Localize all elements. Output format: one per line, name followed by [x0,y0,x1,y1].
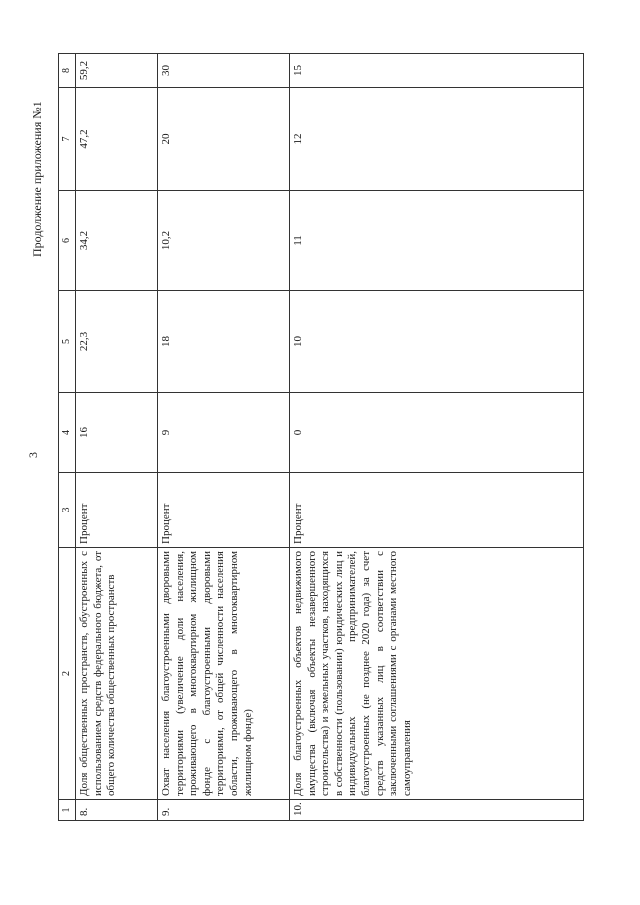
table-row [158,54,290,821]
header-col-6: 6 [59,191,76,291]
unit-cell: Процент [158,473,290,548]
header-col-5: 5 [59,291,76,393]
value-col-4: 0 [290,393,584,473]
value-col-8: 59,2 [76,54,158,88]
value-col-8: 15 [290,54,584,88]
value-col-4: 9 [158,393,290,473]
continuation-label: Продолжение приложения №1 [30,101,44,257]
indicator-description: Доля благоустроенных объектов недвижимого имущества (включая объекты незавершенного строительства) и земельных участков, находящихся в собственности (пользовании) юридических лиц и индивидуальных предпринимателей, благоустроенных (не позднее 2020 года) за счет средств указанных лиц в соответствии с заключенными соглашениями с органами местного самоуправления [290,548,584,800]
table-row [290,54,584,821]
header-col-8: 8 [59,54,76,88]
header-row [59,54,76,821]
unit-cell: Процент [76,473,158,548]
header-col-7: 7 [59,88,76,191]
value-col-6: 34,2 [76,191,158,291]
value-col-5: 10 [290,291,584,393]
indicator-description: Охват населения благоустроенными дворовыми территориями (увеличение доли населения, проживающего в многоквартирном жилищном фонде с благоустроенными дворовыми территориями, от общей численности населения области, проживающего в многоквартирном жилищном фонде) [158,548,290,800]
value-col-7: 20 [158,88,290,191]
value-col-6: 10,2 [158,191,290,291]
row-number: 8. [76,800,158,821]
table-row [76,54,158,821]
header-col-4: 4 [59,393,76,473]
header-col-2: 2 [59,548,76,800]
value-col-7: 47,2 [76,88,158,191]
value-col-6: 11 [290,191,584,291]
page-number: 3 [26,452,40,458]
header-col-3: 3 [59,473,76,548]
indicators-table [58,53,584,821]
row-number: 9. [158,800,290,821]
value-col-5: 22,3 [76,291,158,393]
value-col-4: 16 [76,393,158,473]
value-col-7: 12 [290,88,584,191]
indicator-description: Доля общественных пространств, обустроенных с использованием средств федерального бюджета, от общего количества общественных пространств [76,548,158,800]
value-col-5: 18 [158,291,290,393]
header-col-1: 1 [59,800,76,821]
value-col-8: 30 [158,54,290,88]
unit-cell: Процент [290,473,584,548]
row-number: 10. [290,800,584,821]
